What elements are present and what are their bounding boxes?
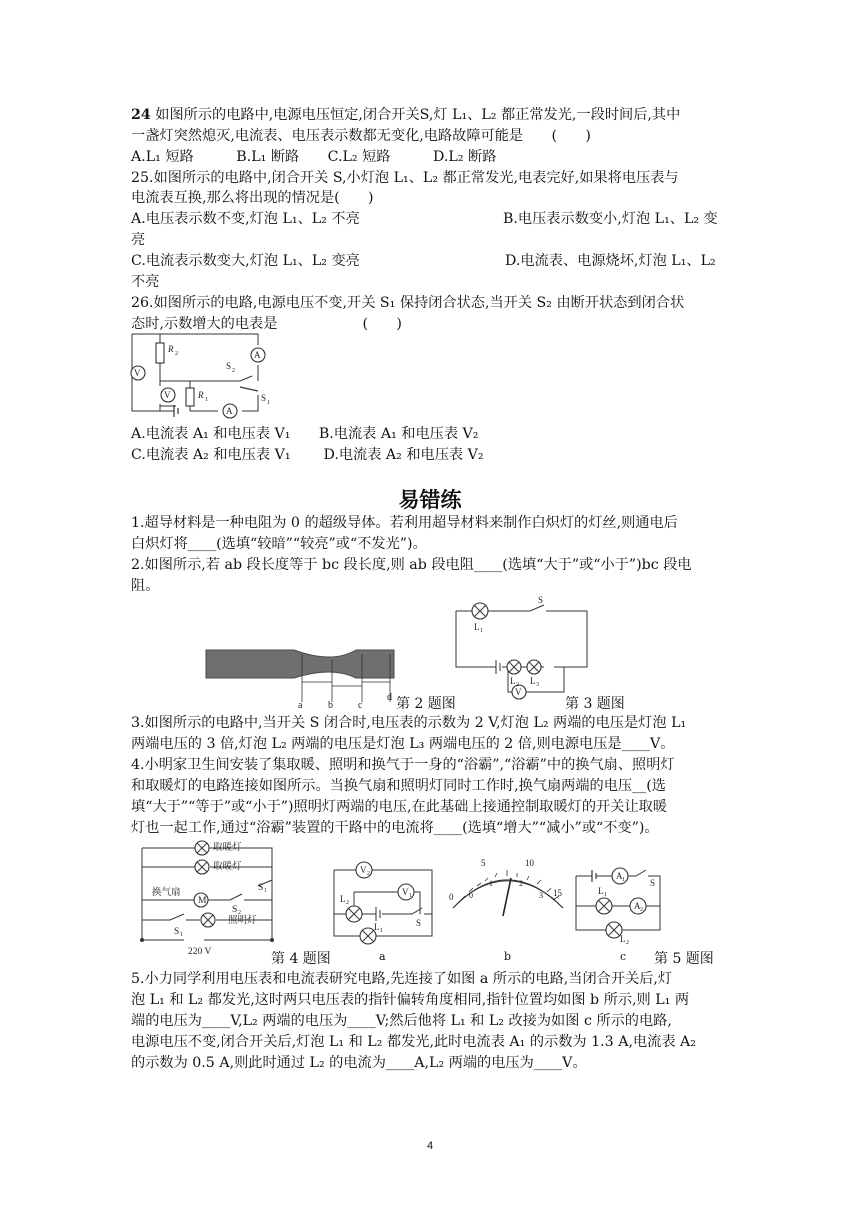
e1-line2: 白炽灯将____(选填“较暗”“较亮”或“不发光”)。 bbox=[131, 536, 427, 552]
e1-line1: 1.超导材料是一种电阻为 0 的超级导体。若利用超导材料来制作白炽灯的灯丝,则通电后 bbox=[131, 515, 678, 531]
e4-fig-s3-sub: 1 bbox=[264, 888, 267, 894]
e5b-fig-t15: 15 bbox=[553, 888, 562, 898]
q25-line1: 25.如图所示的电路中,闭合开关 S,小灯泡 L₁、L₂ 都正常发光,电表完好,如果将电压表与 bbox=[131, 170, 679, 186]
e2-line2: 阻。 bbox=[131, 578, 160, 594]
q26-fig-s2-sub: 2 bbox=[232, 368, 235, 374]
q26-line2: 态时,示数增大的电表是 ( ) bbox=[131, 316, 402, 332]
q26-fig-r2-label: R bbox=[168, 344, 174, 354]
e4-fig-light: 照明灯 bbox=[228, 915, 257, 926]
q26-fig-s1-sub: 1 bbox=[267, 400, 270, 406]
e4-fig-heat1: 取暖灯 bbox=[213, 842, 242, 853]
e5c-fig-a2-sub: 2 bbox=[640, 907, 643, 913]
e4-fig-fan: 换气扇 bbox=[152, 887, 181, 898]
e3-fig-v: V bbox=[515, 687, 522, 697]
e2-caption: 第 2 题图 bbox=[396, 696, 456, 712]
q26-fig-r2-sub: 2 bbox=[175, 351, 178, 357]
e5a-fig-l2: L bbox=[340, 894, 346, 904]
e5b-fig-i0: 0 bbox=[469, 891, 473, 900]
e5b-fig-i2: 2 bbox=[519, 879, 523, 888]
q25-option-d-cont: 不亮 bbox=[131, 274, 160, 290]
e4-fig-heat2: 取暖灯 bbox=[213, 861, 242, 872]
e5a-fig-l2-sub: 2 bbox=[346, 900, 349, 906]
e5-caption: 第 5 题图 bbox=[654, 951, 714, 967]
e2-fig-d: d bbox=[387, 692, 392, 703]
e3-fig-l2-sub: 2 bbox=[516, 682, 519, 688]
q26-fig-v2-label: V bbox=[164, 390, 171, 400]
e5c-fig-l1-sub: 1 bbox=[604, 892, 607, 898]
e2-fig-b: b bbox=[328, 700, 333, 711]
e4-line3: 填“大于”“等于”或“小于”)照明灯两端的电压,在此基础上接通控制取暖灯的开关让取暖 bbox=[131, 799, 667, 815]
e5-fig-c-label: c bbox=[620, 950, 627, 963]
e5-line5: 的示数为 0.5 A,则此时通过 L₂ 的电流为____A,L₂ 两端的电压为____V。 bbox=[131, 1055, 587, 1071]
e5b-fig-i1: 1 bbox=[489, 879, 493, 888]
e5b-fig-t0: 0 bbox=[449, 892, 454, 902]
e5-meter-b-figure bbox=[445, 856, 569, 928]
e4-circuit-figure bbox=[140, 840, 280, 962]
q24-options: A.L₁ 短路 B.L₁ 断路 C.L₂ 短路 D.L₂ 断路 bbox=[131, 149, 497, 165]
e5c-fig-l2-sub: 2 bbox=[626, 940, 629, 946]
q25-option-a: A.电压表示数不变,灯泡 L₁、L₂ 不亮 bbox=[131, 211, 360, 227]
q25-option-b-cont: 亮 bbox=[131, 232, 146, 248]
e3-circuit-figure bbox=[454, 597, 589, 705]
q26-fig-s1-label: S bbox=[261, 393, 267, 403]
q26-fig-a1-label: A bbox=[226, 406, 233, 416]
e5c-fig-s: S bbox=[650, 878, 656, 888]
q26-options-ab: A.电流表 A₁ 和电压表 V₁ B.电流表 A₁ 和电压表 V₂ bbox=[131, 426, 479, 442]
e5a-fig-l1: L bbox=[374, 922, 380, 932]
e5a-fig-v1: V bbox=[402, 887, 409, 897]
q25-option-c: C.电流表示数变大,灯泡 L₁、L₂ 变亮 bbox=[131, 253, 360, 269]
q25-line2: 电流表互换,那么将出现的情况是( ) bbox=[131, 190, 374, 206]
q26-fig-a2-label: A bbox=[254, 350, 261, 360]
q24-line1 bbox=[131, 106, 680, 125]
q26-fig-v1-label: V bbox=[134, 368, 141, 378]
e5-line2: 泡 L₁ 和 L₂ 都发光,这时两只电压表的指针偏转角度相同,指针位置均如图 b 所示,则 L₁ 两 bbox=[131, 992, 690, 1008]
e3-fig-l3-sub: 3 bbox=[536, 682, 539, 688]
e3-fig-l2: L bbox=[510, 676, 516, 686]
e5a-fig-l1-sub: 1 bbox=[380, 928, 383, 934]
e5b-fig-t5: 5 bbox=[481, 858, 486, 868]
q25-option-b: B.电压表示数变小,灯泡 L₁、L₂ 变 bbox=[503, 211, 718, 227]
e5-line3: 端的电压为____V,L₂ 两端的电压为____V;然后他将 L₁ 和 L₂ 改接为如图 c 所示的电路, bbox=[131, 1013, 672, 1029]
section-title: 易错练 bbox=[398, 488, 462, 512]
e4-line4: 灯也一起工作,通过“浴霸”装置的干路中的电流将____(选填“增大”“减小”或“不变”)。 bbox=[131, 820, 659, 836]
e5-circuit-c-figure bbox=[574, 860, 664, 944]
e4-fig-s1: S bbox=[174, 927, 180, 937]
e2-line1: 2.如图所示,若 ab 段长度等于 bc 段长度,则 ab 段电阻____(选填“大于”或“小于”)bc 段电 bbox=[131, 557, 692, 573]
e5c-fig-a1: A bbox=[616, 871, 623, 881]
e3-fig-l1: L bbox=[474, 622, 480, 632]
e5-circuit-a-figure bbox=[332, 852, 436, 952]
e3-caption: 第 3 题图 bbox=[565, 696, 625, 712]
q26-line1: 26.如图所示的电路,电源电压不变,开关 S₁ 保持闭合状态,当开关 S₂ 由断开状态到闭合状 bbox=[131, 295, 685, 311]
e5-line4: 电源电压不变,闭合开关后,灯泡 L₁ 和 L₂ 都发光,此时电流表 A₁ 的示数为 1.3 A,电流表 A₂ bbox=[131, 1034, 696, 1050]
e5c-fig-l1: L bbox=[598, 886, 604, 896]
e3-fig-l1-sub: 1 bbox=[480, 628, 483, 634]
e4-caption: 第 4 题图 bbox=[271, 951, 331, 967]
e5a-fig-v2: V bbox=[360, 865, 367, 875]
e2-fig-a: a bbox=[298, 700, 303, 711]
e3-line2: 两端电压的 3 倍,灯泡 L₂ 两端的电压是灯泡 L₃ 两端电压的 2 倍,则电源电压是____V。 bbox=[131, 736, 675, 752]
e5-fig-a-label: a bbox=[379, 950, 386, 963]
e5b-fig-i3: 3 bbox=[539, 891, 543, 900]
q26-circuit-figure bbox=[130, 331, 275, 423]
e5a-fig-s: S bbox=[416, 918, 422, 928]
e4-line2: 和取暖灯的电路连接如图所示。当换气扇和照明灯同时工作时,换气扇两端的电压__(选 bbox=[131, 778, 666, 794]
e4-line1: 4.小明家卫生间安装了集取暖、照明和换气于一身的“浴霸”,“浴霸”中的换气扇、照明灯 bbox=[131, 757, 675, 773]
e3-fig-s: S bbox=[538, 595, 544, 605]
e5-line1: 5.小力同学利用电压表和电流表研究电路,先连接了如图 a 所示的电路,当闭合开关后,灯 bbox=[131, 971, 673, 987]
e4-fig-m: M bbox=[198, 896, 207, 906]
e2-fig-c: c bbox=[358, 700, 363, 711]
e5b-fig-t10: 10 bbox=[525, 858, 534, 868]
q26-fig-s2-label: S bbox=[226, 361, 232, 371]
e4-fig-s3: S bbox=[258, 883, 264, 893]
e4-fig-s2: S bbox=[232, 905, 238, 915]
e3-fig-l3: L bbox=[530, 676, 536, 686]
e2-conductor-figure bbox=[206, 650, 396, 710]
e5a-fig-v2-sub: 2 bbox=[367, 871, 370, 877]
e4-fig-s1-sub: 1 bbox=[180, 932, 183, 938]
e4-fig-s2-sub: 2 bbox=[238, 910, 241, 916]
e5a-fig-v1-sub: 1 bbox=[409, 893, 412, 899]
e4-fig-voltage: 220 V bbox=[188, 947, 212, 957]
e5-fig-b-label: b bbox=[504, 950, 512, 963]
q24-line1-text: 如图所示的电路中,电源电压恒定,闭合开关S,灯 L₁、L₂ 都正常发光,一段时间后,其中 bbox=[150, 107, 681, 123]
q26-fig-r1-sub: 1 bbox=[205, 397, 208, 403]
q24-number: 24 bbox=[131, 107, 151, 123]
q24-line2: 一盏灯突然熄灭,电流表、电压表示数都无变化,电路故障可能是 ( ) bbox=[131, 128, 591, 144]
q26-options-cd: C.电流表 A₂ 和电压表 V₁ D.电流表 A₂ 和电压表 V₂ bbox=[131, 447, 484, 463]
q25-option-d: D.电流表、电源烧坏,灯泡 L₁、L₂ bbox=[505, 253, 716, 269]
e5c-fig-l2: L bbox=[620, 934, 626, 944]
q26-fig-r1-label: R bbox=[198, 390, 204, 400]
page-number: 4 bbox=[426, 1140, 434, 1152]
e5c-fig-a2: A bbox=[634, 901, 641, 911]
e3-line1: 3.如图所示的电路中,当开关 S 闭合时,电压表的示数为 2 V,灯泡 L₂ 两端的电压是灯泡 L₁ bbox=[131, 715, 687, 731]
e5c-fig-a1-sub: 1 bbox=[622, 877, 625, 883]
